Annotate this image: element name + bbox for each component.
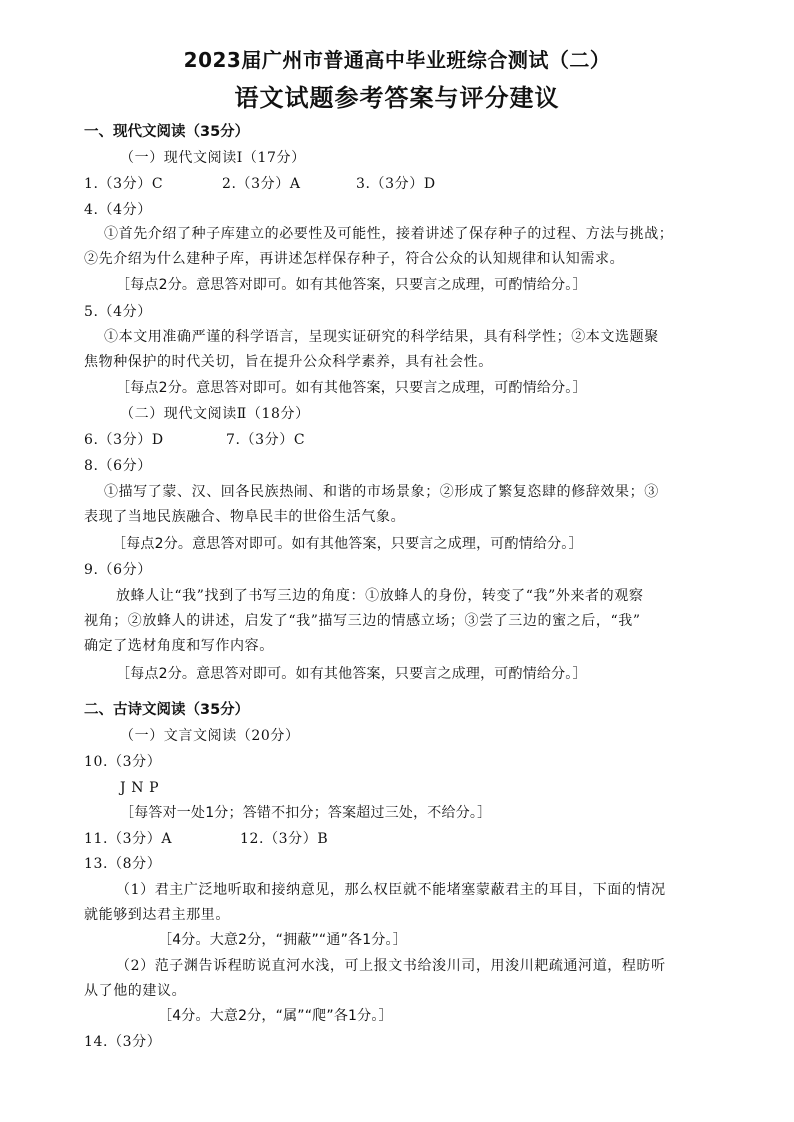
answer-text: ①首先介绍了种子库建立的必要性及可能性，接着讲述了保存种子的过程、方法与挑战； (104, 226, 674, 242)
section-heading-modern-reading: 一、现代文阅读（35分） (84, 124, 250, 140)
scoring-note: ［每点2分。意思答对即可。如有其他答案，只要言之成理，可酌情给分。］ (116, 277, 587, 293)
answer-q7: 7.（3分）C (226, 432, 306, 448)
question-number: 8.（6分） (84, 458, 152, 474)
question-number: 13.（8分） (84, 856, 162, 872)
document-title: 语文试题参考答案与评分建议 (234, 84, 560, 112)
subsection-heading: （二）现代文阅读Ⅱ（18分） (120, 406, 310, 422)
answer-text: 从了他的建议。 (84, 983, 187, 999)
answer-text: 焦物种保护的时代关切，旨在提升公众科学素养，具有社会性。 (84, 354, 493, 370)
scoring-note: ［每点2分。意思答对即可。如有其他答案，只要言之成理，可酌情给分。］ (112, 536, 583, 552)
answer-q6: 6.（3分）D (84, 432, 164, 448)
answer-q2: 2.（3分）A (222, 176, 301, 192)
answer-text: 就能够到达君主那里。 (84, 907, 230, 923)
scoring-note: ［4分。大意2分，“属”“爬”各1分。］ (158, 1008, 393, 1024)
answer-text: 表现了当地民族融合、物阜民丰的世俗生活气象。 (84, 509, 406, 525)
answer-text: ①本文用准确严谨的科学语言，呈现实证研究的科学结果，具有科学性；②本文选题聚 (104, 329, 659, 345)
scoring-note: ［4分。大意2分，“拥蔽”“通”各1分。］ (158, 932, 407, 948)
subsection-heading: （一）文言文阅读（20分） (120, 728, 300, 744)
answer-text: 放蜂人让“我”找到了书写三边的角度：①放蜂人的身份，转变了“我”外来者的观察 (116, 588, 644, 604)
answer-q3: 3.（3分）D (356, 176, 436, 192)
answer-text: 确定了选材角度和写作内容。 (84, 638, 274, 654)
answer-q11: 11.（3分）A (84, 831, 173, 847)
answer-text: J N P (120, 780, 160, 796)
question-number: 9.（6分） (84, 562, 152, 578)
answer-text: （1）君主广泛地听取和接纳意见，那么权臣就不能堵塞蒙蔽君主的耳目，下面的情况 (116, 882, 666, 898)
scoring-note: ［每答对一处1分；答错不扣分；答案超过三处，不给分。］ (120, 805, 492, 821)
scoring-note: ［每点2分。意思答对即可。如有其他答案，只要言之成理，可酌情给分。］ (116, 380, 587, 396)
answer-text: ①描写了蒙、汉、回各民族热闹、和谐的市场景象；②形成了繁复恣肆的修辞效果；③ (104, 484, 659, 500)
answer-text: ②先介绍为什么建种子库，再讲述怎样保存种子，符合公众的认知规律和认知需求。 (84, 251, 625, 267)
scoring-note: ［每点2分。意思答对即可。如有其他答案，只要言之成理，可酌情给分。］ (116, 666, 587, 682)
subsection-heading: （一）现代文阅读Ⅰ（17分） (120, 150, 306, 166)
section-heading-classical-reading: 二、古诗文阅读（35分） (84, 702, 250, 718)
answer-text: 视角；②放蜂人的讲述，启发了“我”描写三边的情感立场；③尝了三边的蜜之后，“我” (84, 613, 641, 629)
question-number: 14.（3分） (84, 1034, 162, 1050)
answer-q12: 12.（3分）B (240, 831, 329, 847)
question-number: 5.（4分） (84, 304, 152, 320)
answer-text: （2）范子渊告诉程昉说直河水浅，可上报文书给浚川司，用浚川耙疏通河道，程昉听 (116, 958, 666, 974)
question-number: 4.（4分） (84, 202, 152, 218)
answer-q1: 1.（3分）C (84, 176, 164, 192)
exam-title: 2023届广州市普通高中毕业班综合测试（二） (183, 48, 611, 72)
question-number: 10.（3分） (84, 754, 162, 770)
